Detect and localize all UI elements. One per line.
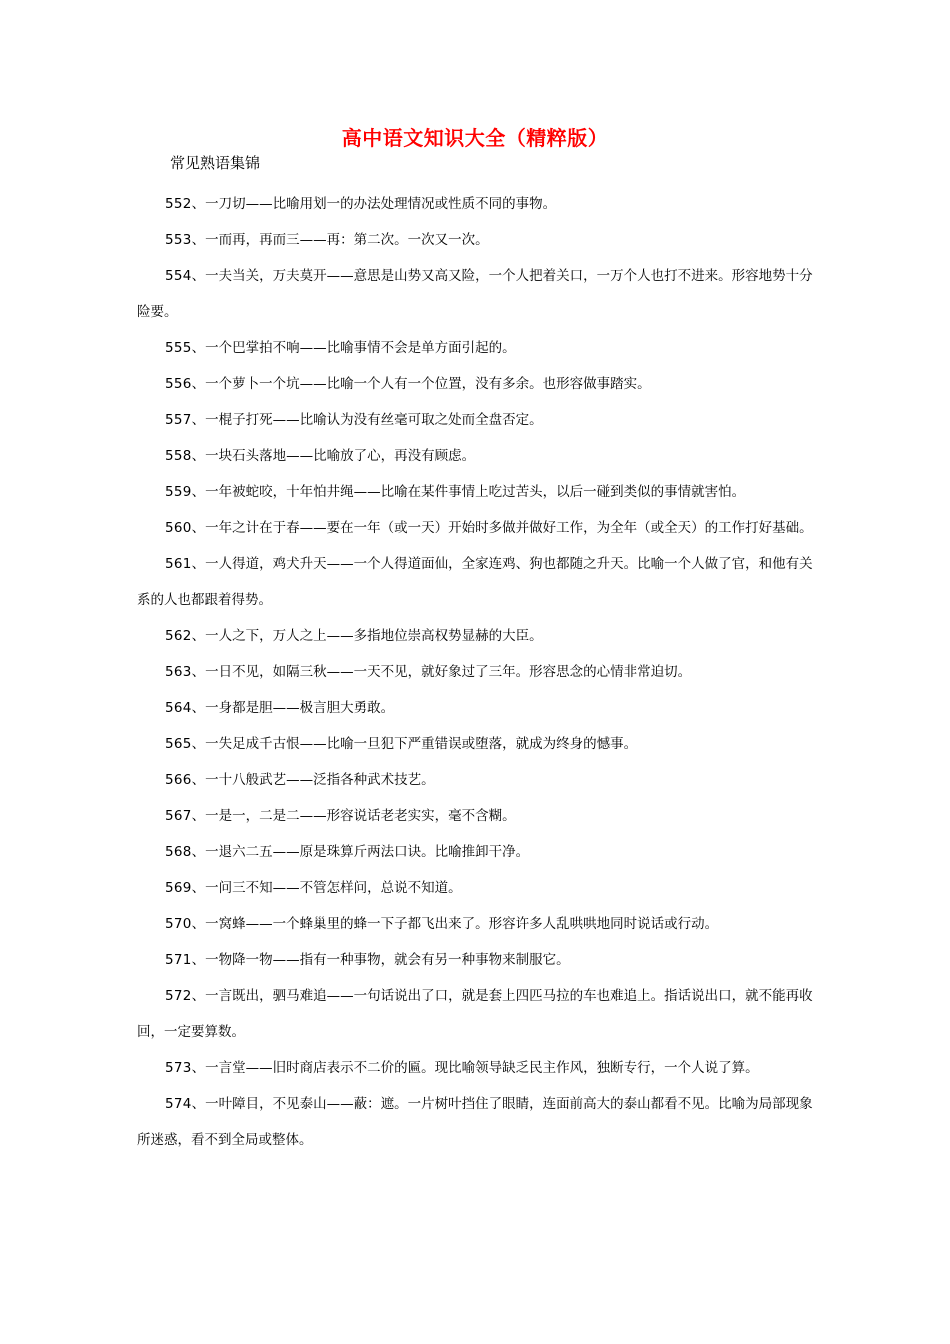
entry-text: 、一言既出，驷马难追——一句话说出了口，就是套上四匹马拉的车也难追上。指话说出口，就不能再收回，一定要算数。 (137, 988, 813, 1040)
entry-text: 、一夫当关，万夫莫开——意思是山势又高又险，一个人把着关口，一万个人也打不进来。形容地势十分险要。 (137, 268, 813, 320)
entry-number: 562 (165, 628, 192, 644)
entry-text: 、一十八般武艺——泛指各种武术技艺。 (191, 772, 435, 788)
entry-list (137, 186, 813, 1158)
entry-text: 、一人之下，万人之上——多指地位崇高权势显赫的大臣。 (191, 628, 543, 644)
entry-number: 557 (165, 412, 192, 428)
list-item (137, 618, 813, 654)
entry-number: 567 (165, 808, 192, 824)
list-item (137, 654, 813, 690)
entry-number: 558 (165, 448, 192, 464)
entry-number: 563 (165, 664, 192, 680)
list-item (137, 330, 813, 366)
entry-number: 565 (165, 736, 192, 752)
entry-number: 574 (165, 1096, 192, 1112)
document-subtitle: 常见熟语集锦 (170, 154, 261, 172)
list-item (137, 978, 813, 1050)
list-item (137, 834, 813, 870)
list-item (137, 258, 813, 330)
list-item (137, 942, 813, 978)
list-item (137, 726, 813, 762)
entry-text: 、一窝蜂——一个蜂巢里的蜂一下子都飞出来了。形容许多人乱哄哄地同时说话或行动。 (191, 916, 719, 932)
entry-text: 、一棍子打死——比喻认为没有丝毫可取之处而全盘否定。 (191, 412, 543, 428)
list-item (137, 366, 813, 402)
entry-number: 572 (165, 988, 192, 1004)
entry-number: 559 (165, 484, 192, 500)
entry-text: 、一退六二五——原是珠算斤两法口诀。比喻推卸干净。 (191, 844, 530, 860)
entry-text: 、一个萝卜一个坑——比喻一个人有一个位置，没有多余。也形容做事踏实。 (191, 376, 651, 392)
list-item (137, 438, 813, 474)
entry-text: 、一年被蛇咬，十年怕井绳——比喻在某件事情上吃过苦头，以后一碰到类似的事情就害怕。 (191, 484, 746, 500)
entry-number: 556 (165, 376, 192, 392)
entry-number: 570 (165, 916, 192, 932)
entry-text: 、一失足成千古恨——比喻一旦犯下严重错误或堕落，就成为终身的憾事。 (191, 736, 638, 752)
entry-text: 、一言堂——旧时商店表示不二价的匾。现比喻领导缺乏民主作风，独断专行，一个人说了算。 (191, 1060, 759, 1076)
list-item (137, 474, 813, 510)
list-item (137, 906, 813, 942)
entry-number: 569 (165, 880, 192, 896)
entry-text: 、一身都是胆——极言胆大勇敢。 (191, 700, 395, 716)
entry-text: 、一刀切——比喻用划一的办法处理情况或性质不同的事物。 (191, 196, 557, 212)
entry-text: 、一叶障目，不见泰山——蔽：遮。一片树叶挡住了眼睛，连面前高大的泰山都看不见。比喻为局部现象所迷惑，看不到全局或整体。 (137, 1096, 813, 1148)
entry-number: 555 (165, 340, 192, 356)
entry-text: 、一日不见，如隔三秋——一天不见，就好象过了三年。形容思念的心情非常迫切。 (191, 664, 692, 680)
entry-number: 553 (165, 232, 192, 248)
entry-text: 、一块石头落地——比喻放了心，再没有顾虑。 (191, 448, 476, 464)
entry-number: 568 (165, 844, 192, 860)
entry-number: 573 (165, 1060, 192, 1076)
entry-text: 、一年之计在于春——要在一年（或一天）开始时多做并做好工作，为全年（或全天）的工作打好基础。 (191, 520, 813, 536)
entry-number: 561 (165, 556, 192, 572)
list-item (137, 762, 813, 798)
entry-text: 、一是一，二是二——形容说话老老实实，毫不含糊。 (191, 808, 516, 824)
list-item (137, 1050, 813, 1086)
entry-number: 554 (165, 268, 192, 284)
entry-number: 564 (165, 700, 192, 716)
entry-text: 、一人得道，鸡犬升天——一个人得道面仙，全家连鸡、狗也都随之升天。比喻一个人做了官，和他有关系的人也都跟着得势。 (137, 556, 813, 608)
list-item (137, 870, 813, 906)
entry-text: 、一问三不知——不管怎样问，总说不知道。 (191, 880, 462, 896)
list-item (137, 186, 813, 222)
entry-text: 、一物降一物——指有一种事物，就会有另一种事物来制服它。 (191, 952, 570, 968)
list-item (137, 222, 813, 258)
entry-number: 560 (165, 520, 192, 536)
entry-number: 566 (165, 772, 192, 788)
list-item (137, 690, 813, 726)
list-item (137, 546, 813, 618)
list-item (137, 1086, 813, 1158)
entry-text: 、一而再，再而三——再：第二次。一次又一次。 (191, 232, 489, 248)
list-item (137, 510, 813, 546)
entry-text: 、一个巴掌拍不响——比喻事情不会是单方面引起的。 (191, 340, 516, 356)
list-item (137, 402, 813, 438)
document-title: 高中语文知识大全（精粹版） (341, 126, 609, 150)
entry-number: 571 (165, 952, 192, 968)
entry-number: 552 (165, 196, 192, 212)
list-item (137, 798, 813, 834)
